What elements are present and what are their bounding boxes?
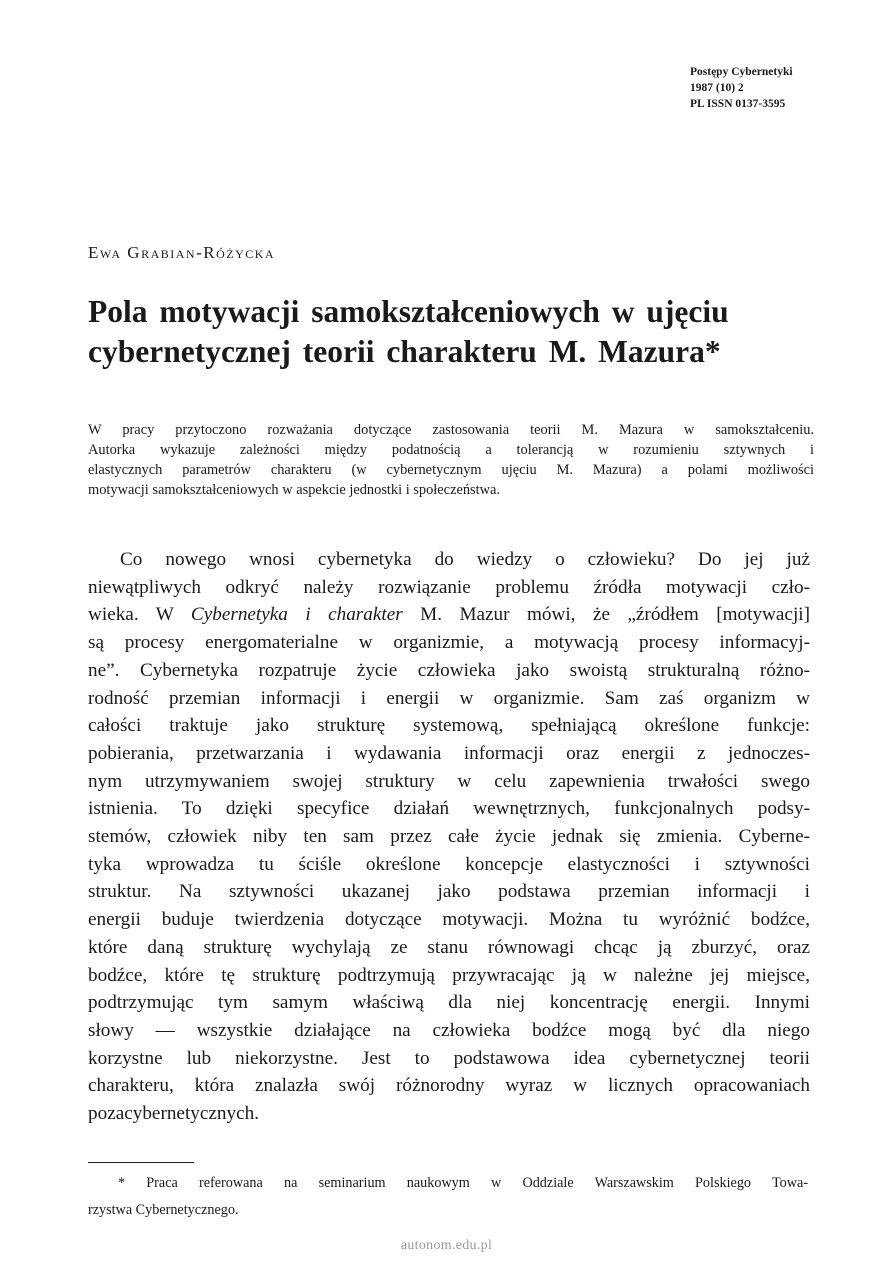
journal-issn: PL ISSN 0137-3595	[690, 98, 786, 110]
body-line: stemów, człowiek niby ten sam przez całe życie jednak się zmienia. Cyberne-	[88, 826, 810, 848]
abstract-line: motywacji samokształceniowych w aspekcie jednostki i społeczeństwa.	[88, 482, 501, 498]
footnote-divider	[88, 1162, 194, 1163]
body-line: charakteru, która znalazła swój różnorodny wyraz w licznych opracowaniach	[88, 1075, 810, 1097]
footnote	[88, 1170, 808, 1224]
title-line-2: cybernetycznej teorii charakteru M. Mazura*	[88, 334, 721, 369]
abstract-line: elastycznych parametrów charakteru (w cybernetycznym ujęciu M. Mazura) a polami możliwości	[88, 462, 814, 478]
body-line: pozacybernetycznych.	[88, 1103, 259, 1125]
journal-name: Postępy Cybernetyki	[690, 66, 793, 78]
body-line: całości traktuje jako strukturę systemową, spełniającą określone funkcje:	[88, 715, 810, 737]
footnote-line-2: rzystwa Cybernetycznego.	[88, 1202, 239, 1218]
abstract-line: Autorka wykazuje zależności między podatnością a tolerancją w rozumieniu sztywnych i	[88, 442, 814, 458]
body-line: struktur. Na sztywności ukazanej jako podstawa przemian informacji i	[88, 881, 810, 903]
footnote-line-1: * Praca referowana na seminarium naukowym w Oddziale Warszawskim Polskiego Towa-	[118, 1175, 808, 1191]
journal-volume: 1987 (10) 2	[690, 82, 744, 94]
body-line: istnienia. To dzięki specyfice działań wewnętrznych, funkcjonalnych podsy-	[88, 798, 810, 820]
body-line: korzystne lub niekorzystne. Jest to podstawowa idea cybernetycznej teorii	[88, 1047, 810, 1069]
body-line-with-italic: wieka. W Cybernetyka i charakter M. Mazur mówi, że „źródłem [motywacji]	[88, 604, 810, 626]
body-line: energii buduje twierdzenia dotyczące motywacji. Można tu wyróżnić bodźce,	[88, 909, 810, 931]
abstract-line: W pracy przytoczono rozważania dotyczące zastosowania teorii M. Mazura w samokształceniu.	[88, 422, 814, 438]
body-line: są procesy energomaterialne w organizmie, a motywacją procesy informacyj-	[88, 632, 810, 654]
abstract	[88, 420, 814, 500]
body-line: ne”. Cybernetyka rozpatruje życie człowieka jako swoistą strukturalną różno-	[88, 659, 810, 681]
body-line: rodność przemian informacji i energii w organizmie. Sam zaś organizm w	[88, 687, 810, 709]
body-line: podtrzymując tym samym właściwą dla niej koncentrację energii. Innymi	[88, 992, 810, 1014]
body-line: tyka wprowadza tu ściśle określone koncepcje elastyczności i sztywności	[88, 853, 810, 875]
body-line: bodźce, które tę strukturę podtrzymują przywracając ją w należne jej miejsce,	[88, 964, 810, 986]
body-line: Co nowego wnosi cybernetyka do wiedzy o człowieku? Do jej już	[120, 549, 810, 570]
body-line: pobierania, przetwarzania i wydawania informacji oraz energii z jednoczes-	[88, 742, 810, 764]
author-name: Ewa Grabian-Różycka	[88, 243, 276, 262]
watermark-text: autonom.edu.pl	[400, 1238, 493, 1253]
book-title-italic: Cybernetyka i charakter	[190, 604, 403, 626]
article-title	[88, 292, 828, 372]
journal-reference	[690, 64, 880, 112]
body-paragraph	[88, 546, 810, 1128]
body-line: które daną strukturę wychylają ze stanu równowagi chcąc ją zburzyć, oraz	[88, 936, 810, 958]
body-line: słowy — wszystkie działające na człowieka bodźce mogą być dla niego	[88, 1019, 810, 1041]
body-line: niewątpliwych odkryć należy rozwiązanie problemu źródła motywacji czło-	[88, 576, 810, 598]
body-line: nym utrzymywaniem swojej struktury w celu zapewnienia trwałości swego	[88, 770, 810, 792]
title-line-1: Pola motywacji samokształceniowych w ujęciu	[88, 294, 729, 329]
